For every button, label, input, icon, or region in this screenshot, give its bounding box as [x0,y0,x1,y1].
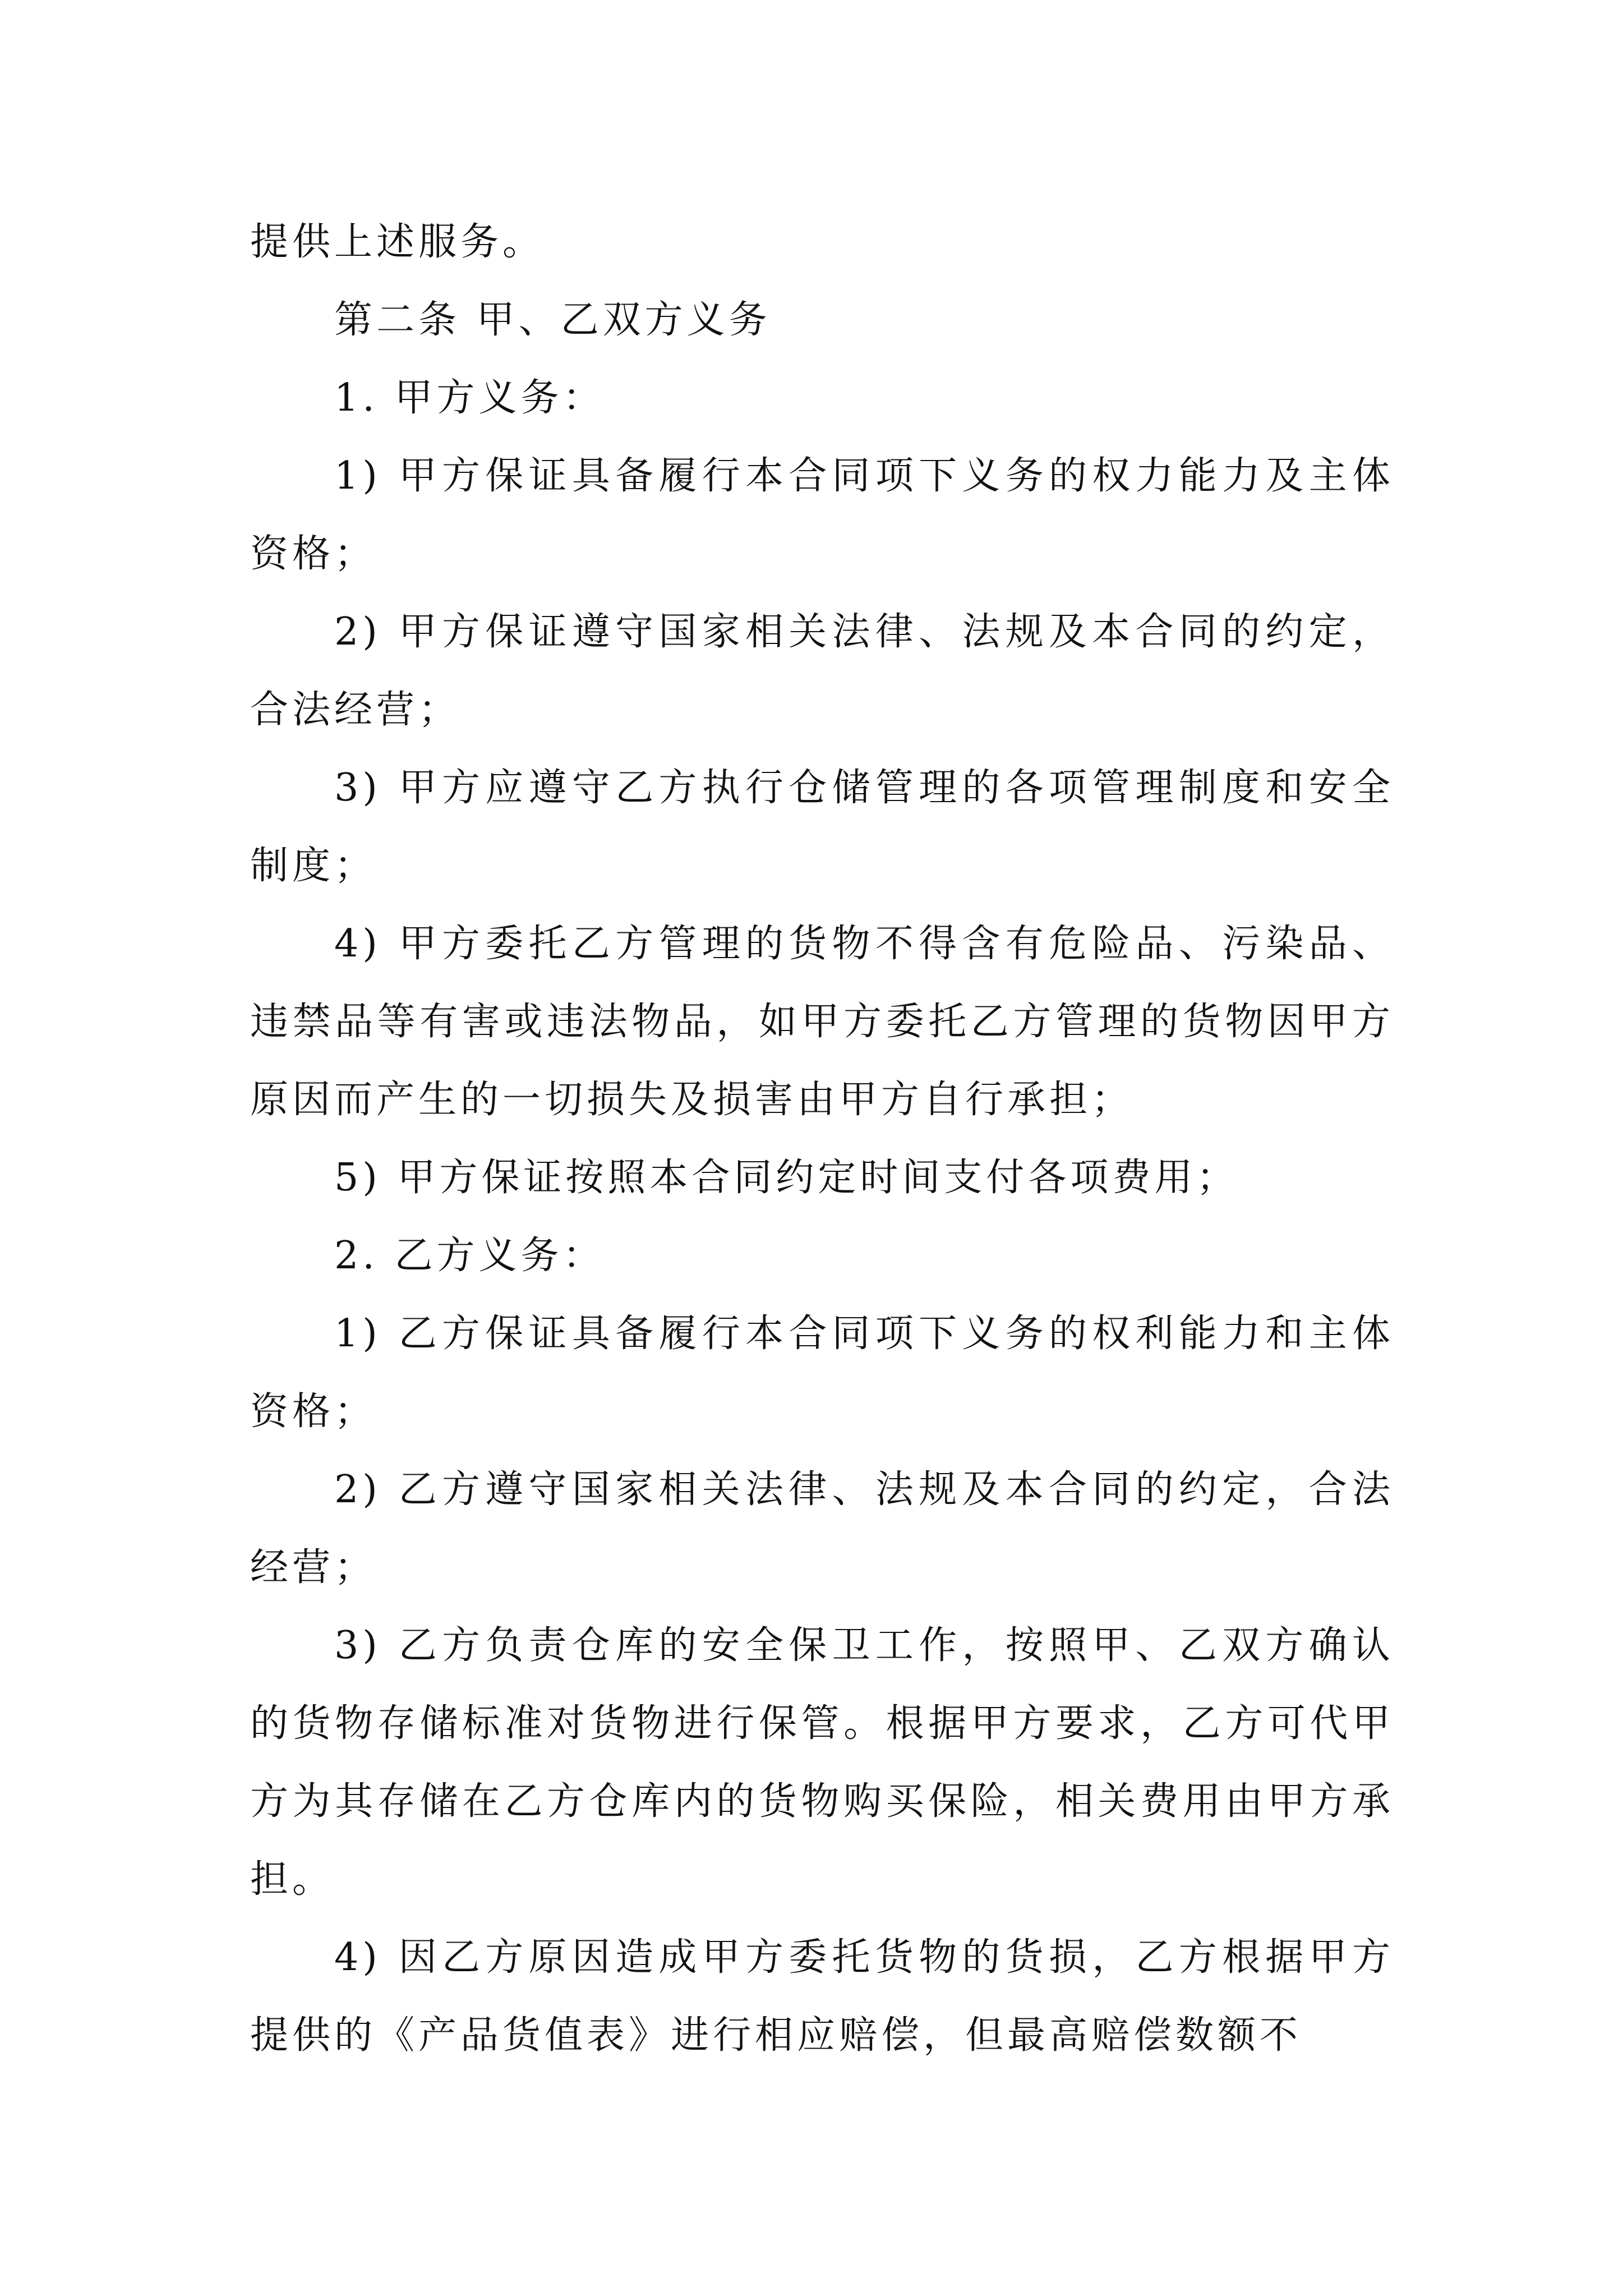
party-a-obligation-3: 3) 甲方应遵守乙方执行仓储管理的各项管理制度和安全制度； [250,766,1394,888]
party-b-obligation-2: 2) 乙方遵守国家相关法律、法规及本合同的约定，合法经营； [250,1467,1394,1590]
party-a-obligation-1: 1) 甲方保证具备履行本合同项下义务的权力能力及主体资格； [250,454,1394,576]
party-b-obligation-3: 3) 乙方负责仓库的安全保卫工作，按照甲、乙双方确认的货物存储标准对货物进行保管。根据甲方要求，乙方可代甲方为其存储在乙方仓库内的货物购买保险，相关费用由甲方承担。 [250,1623,1394,1902]
party-a-obligations-heading: 1. 甲方义务： [334,376,605,420]
paragraph-continuation: 提供上述服务。 [250,220,545,264]
article-heading: 第二条 甲、乙双方义务 [334,298,771,342]
party-b-obligation-4: 4) 因乙方原因造成甲方委托货物的货损，乙方根据甲方提供的《产品货值表》进行相应赔偿，但最高赔偿数额不 [250,1935,1394,2058]
party-b-obligation-1: 1) 乙方保证具备履行本合同项下义务的权利能力和主体资格； [250,1312,1394,1434]
party-b-obligations-heading: 2. 乙方义务： [334,1234,605,1278]
contract-body [250,203,1394,2074]
party-a-obligation-2: 2) 甲方保证遵守国家相关法律、法规及本合同的约定，合法经营； [250,610,1394,732]
party-a-obligation-4: 4) 甲方委托乙方管理的货物不得含有危险品、污染品、违禁品等有害或违法物品，如甲方委托乙方管理的货物因甲方原因而产生的一切损失及损害由甲方自行承担； [250,922,1394,1122]
party-a-obligation-5: 5) 甲方保证按照本合同约定时间支付各项费用； [334,1156,1239,1200]
